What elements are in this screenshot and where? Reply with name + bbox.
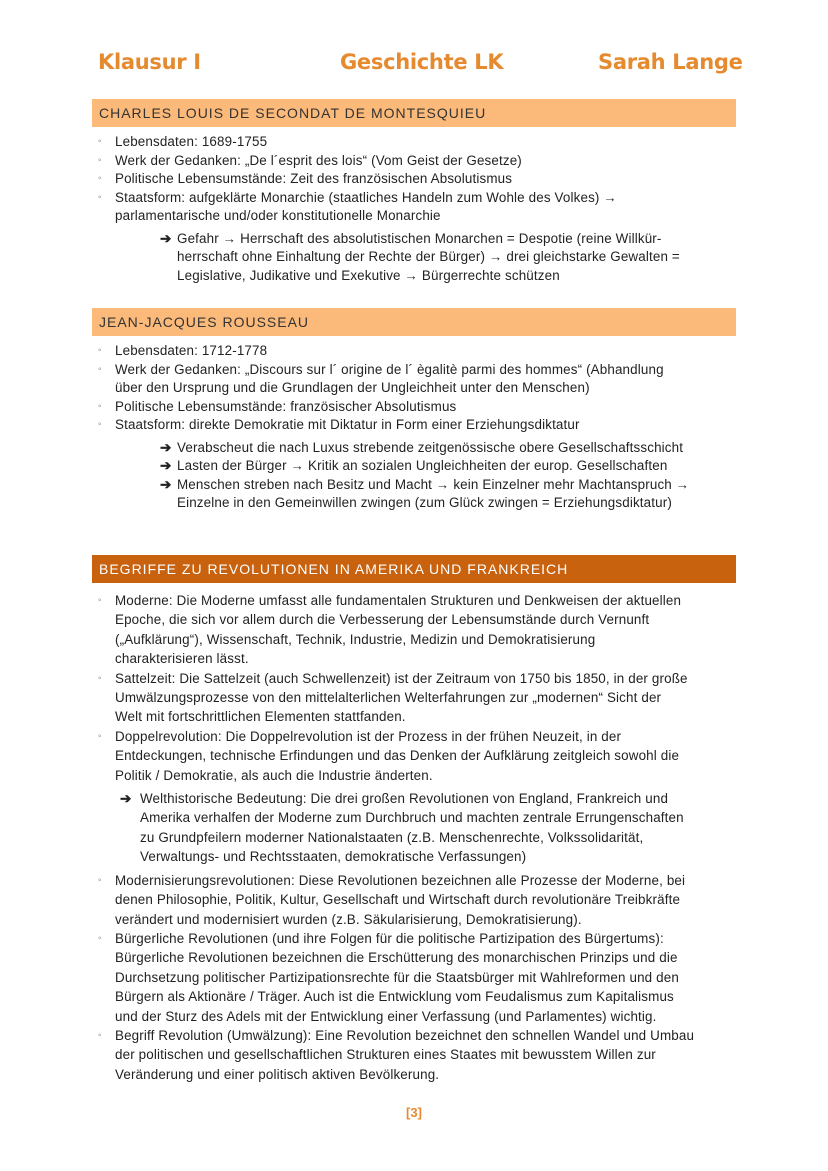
header-right: Sarah Lange xyxy=(598,50,743,74)
list-item xyxy=(98,189,738,226)
text-line: Lasten der Bürger → Kritik an sozialen Ungleichheiten der europ. Gesellschaften xyxy=(177,458,668,473)
list-item xyxy=(98,170,738,189)
text-line: Legislative, Judikative und Exekutive → Bürgerrechte schützen xyxy=(177,267,560,283)
bullet-icon: ◦ xyxy=(98,154,102,166)
list-item xyxy=(98,669,738,727)
text-line: Politik / Demokratie, als auch die Industrie änderten. xyxy=(115,767,433,783)
text-line: zu Grundpfeilern moderner Nationalstaaten (z.B. Menschenrechte, Volkssolidarität, xyxy=(140,829,644,845)
bullet-icon: ◦ xyxy=(98,672,102,684)
text-line: Staatsform: direkte Demokratie mit Diktatur in Form einer Erziehungsdiktatur xyxy=(115,417,580,432)
arrow-item xyxy=(120,789,738,867)
bullet-icon: ◦ xyxy=(98,595,102,606)
list-item xyxy=(98,342,738,361)
arrow-item xyxy=(160,439,738,458)
bullet-icon: ◦ xyxy=(98,136,102,147)
list-item xyxy=(98,929,738,1026)
text-line: Durchsetzung politischer Partizipationsrechte für die Staatsbürger mit Wahlreformen und den xyxy=(115,969,679,985)
bullet-icon: ◦ xyxy=(98,363,102,375)
text-line: Bürgerliche Revolutionen bezeichnen die Erschütterung des monarchischen Prinzips und die xyxy=(115,950,678,966)
text-line: parlamentarische und/oder konstitutionelle Monarchie xyxy=(115,208,441,223)
text-line: Doppelrevolution: Die Doppelrevolution ist der Prozess in der frühen Neuzeit, in der xyxy=(115,728,622,744)
text-line: Staatsform: aufgeklärte Monarchie (staatliches Handeln zum Wohle des Volkes) → xyxy=(115,189,617,205)
list-item xyxy=(98,871,738,929)
begriffe-content xyxy=(98,591,738,1084)
text-line: Lebensdaten: 1712-1778 xyxy=(115,343,268,358)
section-heading-montesquieu: CHARLES LOUIS DE SECONDAT DE MONTESQUIEU xyxy=(92,99,736,127)
text-line: denen Philosophie, Politik, Kultur, Gesellschaft und Wirtschaft durch revolutionäre Treibkräfte xyxy=(115,892,681,908)
text-line: Bürgern als Aktionäre / Träger. Auch ist die Entwicklung vom Feudalismus zum Kapitalismus xyxy=(115,989,674,1005)
text-line: Gefahr → Herrschaft des absolutistischen Monarchen = Despotie (reine Willkür- xyxy=(177,230,662,246)
list-item xyxy=(98,133,738,152)
arrow-icon: ➔ xyxy=(160,439,172,455)
arrow-icon: ➔ xyxy=(160,230,172,246)
text-line: Umwälzungsprozesse von den mittelalterlichen Welterfahrungen zur „modernen“ Sicht der xyxy=(115,690,662,706)
text-line: und der Sturz des Adels mit der Entwicklung einer Verfassung (und Parlamentes) wichtig. xyxy=(115,1008,657,1024)
list-item xyxy=(98,416,738,435)
bullet-icon: ◦ xyxy=(98,730,102,742)
rousseau-content xyxy=(98,342,738,513)
text-line: herrschaft ohne Einhaltung der Rechte der Bürger) → drei gleichstarke Gewalten = xyxy=(177,249,680,264)
bullet-icon: ◦ xyxy=(98,173,102,184)
text-line: charakterisieren lässt. xyxy=(115,651,249,667)
arrow-item xyxy=(160,230,738,286)
section-heading-rousseau: JEAN-JACQUES ROUSSEAU xyxy=(92,308,736,336)
text-line: der politischen und gesellschaftlichen Strukturen eines Staates mit bewusstem Willen zur xyxy=(115,1047,656,1063)
arrow-item xyxy=(160,476,738,513)
text-line: Politische Lebensumstände: französischer Absolutismus xyxy=(115,398,457,414)
bullet-icon: ◦ xyxy=(98,874,102,886)
text-line: Veränderung und einer politisch aktiven Bevölkerung. xyxy=(115,1066,440,1082)
text-line: Einzelne in den Gemeinwillen zwingen (zum Glück zwingen = Erziehungsdiktatur) xyxy=(177,495,672,510)
header-center: Geschichte LK xyxy=(340,50,504,74)
list-item xyxy=(98,361,738,398)
bullet-icon: ◦ xyxy=(98,419,102,430)
text-line: Epoche, die sich vor allem durch die Verbesserung der Lebensumstände durch Vernunft xyxy=(115,612,650,628)
page-number: [3] xyxy=(406,1105,422,1120)
arrow-item xyxy=(160,457,738,476)
text-line: Modernisierungsrevolutionen: Diese Revolutionen bezeichnen alle Prozesse der Moderne, bei xyxy=(115,872,686,888)
text-line: über den Ursprung und die Grundlagen der Ungleichheit unter den Menschen) xyxy=(115,380,590,395)
list-item xyxy=(98,727,738,785)
list-item xyxy=(98,591,738,669)
text-line: Sattelzeit: Die Sattelzeit (auch Schwellenzeit) ist der Zeitraum von 1750 bis 1850, in der große xyxy=(115,670,688,686)
text-line: verändert und modernisiert wurden (z.B. Säkularisierung, Demokratisierung). xyxy=(115,911,582,927)
bullet-icon: ◦ xyxy=(98,1029,102,1041)
bullet-icon: ◦ xyxy=(98,400,102,412)
bullet-icon: ◦ xyxy=(98,345,102,356)
list-item xyxy=(98,152,738,171)
bullet-icon: ◦ xyxy=(98,191,102,203)
text-line: Begriff Revolution (Umwälzung): Eine Revolution bezeichnet den schnellen Wandel und Umbau xyxy=(115,1027,695,1043)
text-line: Verwaltungs- und Rechtsstaaten, demokratische Verfassungen) xyxy=(140,849,527,865)
text-line: Amerika verhalfen der Moderne zum Durchbruch und machten zentrale Errungenschaften xyxy=(140,810,684,826)
header-left: Klausur I xyxy=(98,50,201,74)
section-heading-begriffe: BEGRIFFE ZU REVOLUTIONEN IN AMERIKA UND FRANKREICH xyxy=(92,555,736,583)
montesquieu-content xyxy=(98,133,738,285)
list-item xyxy=(98,398,738,417)
arrow-icon: ➔ xyxy=(160,458,172,473)
text-line: Welt mit fortschrittlichen Elementen stattfanden. xyxy=(115,709,406,725)
bullet-icon: ◦ xyxy=(98,932,102,944)
text-line: Lebensdaten: 1689-1755 xyxy=(115,134,268,149)
text-line: Politische Lebensumstände: Zeit des französischen Absolutismus xyxy=(115,171,513,186)
text-line: Bürgerliche Revolutionen (und ihre Folgen für die politische Partizipation des Bürgertums): xyxy=(115,930,664,946)
text-line: Werk der Gedanken: „Discours sur l´ origine de l´ ègalitè parmi des hommes“ (Abhandlung xyxy=(115,361,664,377)
text-line: Verabscheut die nach Luxus strebende zeitgenössische obere Gesellschaftsschicht xyxy=(177,439,684,455)
text-line: Moderne: Die Moderne umfasst alle fundamentalen Strukturen und Denkweisen der aktuellen xyxy=(115,593,682,608)
arrow-icon: ➔ xyxy=(160,476,172,492)
text-line: Werk der Gedanken: „De l´esprit des lois“ (Vom Geist der Gesetze) xyxy=(115,152,522,168)
arrow-icon: ➔ xyxy=(120,791,132,807)
text-line: Entdeckungen, technische Erfindungen und das Denken der Aufklärung zeitgleich sowohl die xyxy=(115,748,680,764)
text-line: Menschen streben nach Besitz und Macht → kein Einzelner mehr Machtanspruch → xyxy=(177,476,690,492)
text-line: („Aufklärung“), Wissenschaft, Technik, Industrie, Medizin und Demokratisierung xyxy=(115,631,596,647)
list-item xyxy=(98,1026,738,1084)
text-line: Welthistorische Bedeutung: Die drei großen Revolutionen von England, Frankreich und xyxy=(140,791,669,807)
